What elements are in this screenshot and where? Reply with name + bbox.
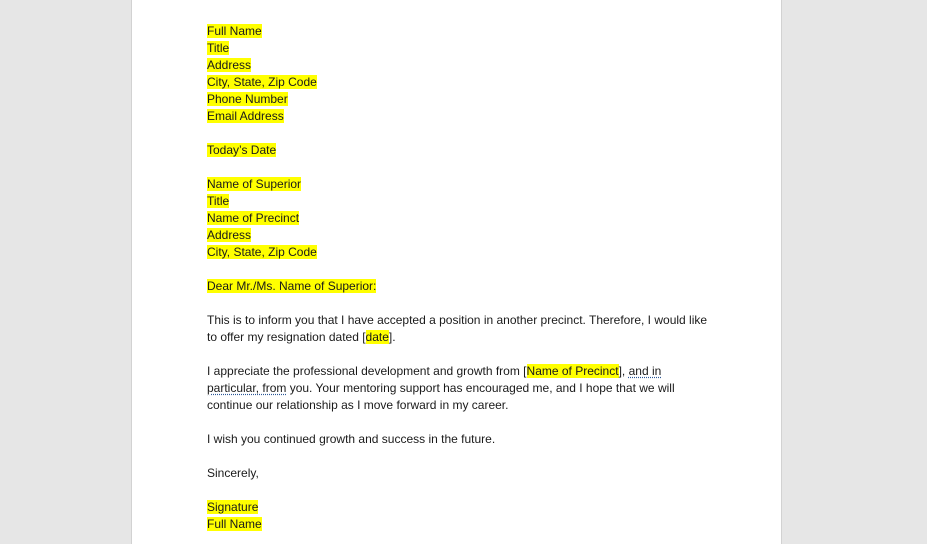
blank-line [207,346,717,363]
recipient-city-state-zip: City, State, Zip Code [207,245,317,259]
paragraph-line: This is to inform you that I have accepted a position in another precinct. Therefore, I would like [207,313,708,327]
paragraph-appreciation [207,363,717,414]
text-fragment: you. Your mentoring support has encouraged me, and I hope that we will [286,381,675,395]
blank-line [207,159,717,176]
blank-line [207,448,717,465]
blank-line [207,125,717,142]
sender-city-state-zip: City, State, Zip Code [207,75,317,89]
sender-title: Title [207,41,230,55]
recipient-precinct: Name of Precinct [207,211,300,225]
document-page[interactable] [131,0,782,544]
signature-line [207,499,717,516]
closing: Sincerely, [207,466,259,480]
paragraph-resignation [207,312,717,346]
paragraph-wishes: I wish you continued growth and success in the future. [207,432,496,446]
recipient-title: Title [207,194,230,208]
sender-full-name: Full Name [207,24,262,38]
recipient-name: Name of Superior [207,177,302,191]
salutation-line [207,278,717,295]
letter-date: Today’s Date [207,143,277,157]
sender-full-name-line [207,23,717,40]
paragraph-line [207,329,717,346]
signature: Signature [207,500,259,514]
paragraph-line [207,363,717,380]
sender-email-line [207,108,717,125]
sender-title-line [207,40,717,57]
recipient-city-line [207,244,717,261]
sender-email: Email Address [207,109,284,123]
recipient-name-line [207,176,717,193]
text-fragment: I appreciate the professional development and growth from [ [207,364,527,378]
salutation: Dear Mr./Ms. Name of Superior: [207,279,377,293]
paragraph-line: continue our relationship as I move forward in my career. [207,398,509,412]
text-fragment: ]. [388,330,396,344]
letter-body[interactable] [207,23,717,533]
sender-address-line [207,57,717,74]
grammar-flag[interactable]: and in [628,364,662,378]
sender-address: Address [207,58,252,72]
sender-city-line [207,74,717,91]
precinct-placeholder: Name of Precinct [526,364,619,378]
blank-line [207,482,717,499]
sender-phone-line [207,91,717,108]
sender-phone: Phone Number [207,92,288,106]
recipient-precinct-line [207,210,717,227]
text-fragment: to offer my resignation dated [ [207,330,366,344]
blank-line [207,261,717,278]
paragraph-line [207,380,717,397]
text-fragment: ], [618,364,629,378]
recipient-address-line [207,227,717,244]
date-placeholder: date [365,330,389,344]
date-line [207,142,717,159]
blank-line [207,295,717,312]
signer-full-name: Full Name [207,517,262,531]
recipient-title-line [207,193,717,210]
signer-name-line [207,516,717,533]
recipient-address: Address [207,228,252,242]
blank-line [207,414,717,431]
grammar-flag[interactable]: particular, from [207,381,287,395]
